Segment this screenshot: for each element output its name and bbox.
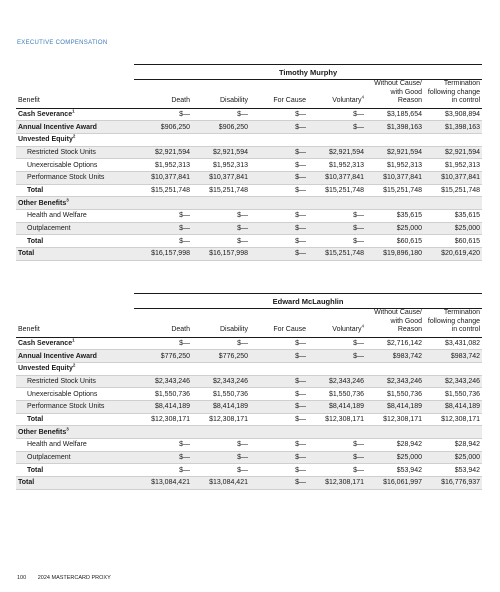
table-cell: $— (192, 210, 250, 223)
table-cell: $35,615 (424, 210, 482, 223)
table-row (16, 477, 482, 490)
row-label: Annual Incentive Award (16, 121, 134, 134)
table-cell: $60,615 (366, 235, 424, 248)
table-cell: $2,921,594 (366, 146, 424, 159)
table-cell: $16,157,998 (192, 248, 250, 261)
column-header: Without Cause/ with Good Reason (366, 80, 424, 109)
table-cell: $— (250, 210, 308, 223)
table-row (16, 337, 482, 350)
table-cell: $— (308, 464, 366, 477)
row-label: Health and Welfare (16, 439, 134, 452)
table-cell (192, 197, 250, 210)
severance-table-murphy (16, 64, 482, 261)
table-cell (308, 133, 366, 146)
table-cell: $12,308,171 (134, 413, 192, 426)
table-cell: $15,251,748 (308, 184, 366, 197)
table-cell: $8,414,189 (308, 400, 366, 413)
column-header: Death (134, 80, 192, 109)
table-cell: $8,414,189 (134, 400, 192, 413)
table-cell: $15,251,748 (366, 184, 424, 197)
table-cell: $— (192, 464, 250, 477)
row-label: Total (16, 464, 134, 477)
table-cell (134, 362, 192, 375)
row-label: Performance Stock Units (16, 400, 134, 413)
column-header: Disability (192, 80, 250, 109)
table-row (16, 413, 482, 426)
row-label: Cash Severance$^1$ (16, 337, 134, 350)
table-cell: $— (250, 121, 308, 134)
table-cell: $1,952,313 (192, 159, 250, 172)
column-header: Disability (192, 309, 250, 338)
table-cell: $16,157,998 (134, 248, 192, 261)
column-header: For Cause (250, 309, 308, 338)
table-cell: $— (308, 350, 366, 363)
table-cell (250, 426, 308, 439)
executive-name: Timothy Murphy (134, 65, 482, 80)
table-cell (308, 362, 366, 375)
table-cell: $3,185,654 (366, 108, 424, 121)
table-cell: $— (250, 388, 308, 401)
table-cell: $— (134, 235, 192, 248)
row-label: Other Benefits$^3$ (16, 197, 134, 210)
table-cell: $25,000 (366, 451, 424, 464)
table-cell: $1,952,313 (424, 159, 482, 172)
table-cell: $— (250, 413, 308, 426)
table-cell: $2,716,142 (366, 337, 424, 350)
table-cell: $— (192, 439, 250, 452)
table-cell: $2,343,246 (134, 375, 192, 388)
table-cell: $906,250 (134, 121, 192, 134)
table-cell: $— (250, 400, 308, 413)
column-header: Benefit (16, 80, 134, 109)
table-cell: $2,343,246 (424, 375, 482, 388)
table-cell: $906,250 (192, 121, 250, 134)
table-cell: $10,377,841 (308, 171, 366, 184)
column-header: Voluntary$^4$ (308, 309, 366, 338)
table-cell: $— (134, 439, 192, 452)
table-cell: $— (250, 350, 308, 363)
table-cell: $2,921,594 (192, 146, 250, 159)
table-row (16, 388, 482, 401)
table-cell: $2,343,246 (308, 375, 366, 388)
table-cell: $1,550,736 (192, 388, 250, 401)
table-cell: $— (250, 235, 308, 248)
table-cell: $2,921,594 (308, 146, 366, 159)
row-label: Annual Incentive Award (16, 350, 134, 363)
row-label: Other Benefits$^3$ (16, 426, 134, 439)
table-cell: $2,921,594 (424, 146, 482, 159)
table-cell: $— (192, 108, 250, 121)
benefits-table (16, 64, 482, 261)
table-row (16, 171, 482, 184)
row-label: Total (16, 235, 134, 248)
table-cell: $— (250, 108, 308, 121)
table-cell: $53,942 (424, 464, 482, 477)
column-header: For Cause (250, 80, 308, 109)
table-cell: $— (308, 337, 366, 350)
table-cell: $— (308, 121, 366, 134)
row-label: Restricted Stock Units (16, 146, 134, 159)
table-cell: $3,431,082 (424, 337, 482, 350)
column-header: Voluntary$^4$ (308, 80, 366, 109)
row-label: Total (16, 477, 134, 490)
table-cell: $15,251,748 (424, 184, 482, 197)
table-row (16, 426, 482, 439)
table-row (16, 197, 482, 210)
row-label: Unvested Equity$^2$ (16, 133, 134, 146)
executive-name-row (16, 65, 482, 80)
table-cell: $— (134, 210, 192, 223)
table-cell: $— (250, 184, 308, 197)
footnote-marker: 3 (66, 426, 69, 432)
table-cell (366, 197, 424, 210)
table-row (16, 439, 482, 452)
table-cell: $13,084,421 (134, 477, 192, 490)
table-cell: $1,952,313 (366, 159, 424, 172)
footnote-marker: 1 (72, 108, 75, 114)
table-cell: $1,550,736 (134, 388, 192, 401)
column-header: Termination following change in control (424, 80, 482, 109)
row-label: Unvested Equity$^2$ (16, 362, 134, 375)
table-cell: $— (308, 222, 366, 235)
table-cell: $15,251,748 (308, 248, 366, 261)
row-label: Total (16, 248, 134, 261)
table-cell: $— (308, 451, 366, 464)
table-cell: $— (250, 439, 308, 452)
table-row (16, 210, 482, 223)
table-cell (366, 362, 424, 375)
table-cell (424, 426, 482, 439)
table-cell: $— (250, 171, 308, 184)
table-cell: $8,414,189 (192, 400, 250, 413)
footnote-marker: 4 (361, 94, 364, 100)
table-cell: $— (192, 337, 250, 350)
row-label: Restricted Stock Units (16, 375, 134, 388)
table-row (16, 184, 482, 197)
table-cell (424, 197, 482, 210)
executive-name-row (16, 294, 482, 309)
table-cell (308, 426, 366, 439)
footnote-marker: 2 (72, 362, 76, 368)
column-header-row (16, 80, 482, 109)
row-label: Outplacement (16, 222, 134, 235)
row-label: Performance Stock Units (16, 171, 134, 184)
table-cell: $16,776,937 (424, 477, 482, 490)
table-cell: $— (134, 337, 192, 350)
table-cell (308, 197, 366, 210)
table-cell: $35,615 (366, 210, 424, 223)
table-row (16, 235, 482, 248)
row-label: Unexercisable Options (16, 159, 134, 172)
table-cell: $— (250, 464, 308, 477)
table-row (16, 451, 482, 464)
table-cell: $12,308,171 (308, 477, 366, 490)
table-cell: $10,377,841 (134, 171, 192, 184)
table-row (16, 133, 482, 146)
table-cell (134, 426, 192, 439)
page-number: 100 (17, 575, 27, 581)
table-cell: $2,343,246 (192, 375, 250, 388)
table-cell: $13,084,421 (192, 477, 250, 490)
table-cell: $1,550,736 (366, 388, 424, 401)
executive-name: Edward McLaughlin (134, 294, 482, 309)
table-cell: $983,742 (366, 350, 424, 363)
benefits-table (16, 293, 482, 490)
table-cell (424, 362, 482, 375)
row-label: Total (16, 413, 134, 426)
table-cell (192, 133, 250, 146)
row-label: Total (16, 184, 134, 197)
table-cell: $15,251,748 (134, 184, 192, 197)
column-header: Benefit (16, 309, 134, 338)
table-cell: $25,000 (424, 222, 482, 235)
table-cell: $— (250, 248, 308, 261)
table-cell: $— (250, 159, 308, 172)
table-cell (424, 133, 482, 146)
table-cell (366, 133, 424, 146)
footnote-marker: 4 (361, 323, 364, 329)
table-cell: $— (308, 439, 366, 452)
table-row (16, 159, 482, 172)
table-row (16, 248, 482, 261)
table-cell (250, 197, 308, 210)
table-cell: $— (308, 235, 366, 248)
table-cell: $1,952,313 (134, 159, 192, 172)
table-cell: $983,742 (424, 350, 482, 363)
table-cell: $12,308,171 (308, 413, 366, 426)
table-cell: $12,308,171 (366, 413, 424, 426)
table-cell (134, 133, 192, 146)
table-cell: $— (134, 451, 192, 464)
table-row (16, 350, 482, 363)
table-cell (192, 426, 250, 439)
table-cell: $— (192, 451, 250, 464)
table-row (16, 464, 482, 477)
table-row (16, 121, 482, 134)
table-row (16, 108, 482, 121)
table-cell: $28,942 (366, 439, 424, 452)
table-cell: $10,377,841 (192, 171, 250, 184)
table-cell: $10,377,841 (366, 171, 424, 184)
table-cell: $— (308, 210, 366, 223)
table-cell: $— (250, 375, 308, 388)
column-header: Termination following change in control (424, 309, 482, 338)
table-cell: $19,896,180 (366, 248, 424, 261)
table-cell: $8,414,189 (366, 400, 424, 413)
table-cell: $— (250, 451, 308, 464)
table-cell: $1,550,736 (424, 388, 482, 401)
table-row (16, 222, 482, 235)
row-label: Unexercisable Options (16, 388, 134, 401)
table-cell: $16,061,997 (366, 477, 424, 490)
table-cell (250, 133, 308, 146)
table-cell: $60,615 (424, 235, 482, 248)
table-cell: $12,308,171 (192, 413, 250, 426)
table-cell: $53,942 (366, 464, 424, 477)
table-cell: $2,343,246 (366, 375, 424, 388)
table-cell (250, 362, 308, 375)
table-cell: $776,250 (192, 350, 250, 363)
table-cell: $25,000 (424, 451, 482, 464)
table-cell: $— (250, 337, 308, 350)
table-cell (134, 197, 192, 210)
row-label: Health and Welfare (16, 210, 134, 223)
table-cell: $1,398,163 (366, 121, 424, 134)
table-cell: $2,921,594 (134, 146, 192, 159)
table-cell: $3,908,894 (424, 108, 482, 121)
table-cell: $20,619,420 (424, 248, 482, 261)
table-cell: $— (134, 222, 192, 235)
table-cell: $— (192, 235, 250, 248)
table-cell (192, 362, 250, 375)
table-cell: $1,550,736 (308, 388, 366, 401)
row-label: Cash Severance$^1$ (16, 108, 134, 121)
table-cell: $25,000 (366, 222, 424, 235)
table-row (16, 362, 482, 375)
table-cell: $— (250, 146, 308, 159)
section-label: EXECUTIVE COMPENSATION (17, 40, 108, 46)
table-cell: $— (308, 108, 366, 121)
table-cell: $776,250 (134, 350, 192, 363)
table-cell: $— (134, 464, 192, 477)
column-header: Death (134, 309, 192, 338)
table-row (16, 375, 482, 388)
severance-table-mclaughlin (16, 293, 482, 490)
table-row (16, 400, 482, 413)
table-cell: $10,377,841 (424, 171, 482, 184)
table-cell: $1,398,163 (424, 121, 482, 134)
table-row (16, 146, 482, 159)
row-label: Outplacement (16, 451, 134, 464)
table-cell: $— (250, 477, 308, 490)
table-cell: $28,942 (424, 439, 482, 452)
table-cell: $— (192, 222, 250, 235)
table-cell (366, 426, 424, 439)
table-cell: $— (250, 222, 308, 235)
footnote-marker: 2 (72, 133, 76, 139)
column-header-row (16, 309, 482, 338)
footnote-marker: 1 (72, 337, 75, 343)
table-cell: $15,251,748 (192, 184, 250, 197)
table-cell: $— (134, 108, 192, 121)
publication-name: 2024 MASTERCARD PROXY (37, 575, 111, 581)
table-cell: $12,308,171 (424, 413, 482, 426)
footnote-marker: 3 (66, 197, 69, 203)
table-cell: $8,414,189 (424, 400, 482, 413)
page-footer (17, 575, 121, 581)
table-cell: $1,952,313 (308, 159, 366, 172)
column-header: Without Cause/ with Good Reason (366, 309, 424, 338)
